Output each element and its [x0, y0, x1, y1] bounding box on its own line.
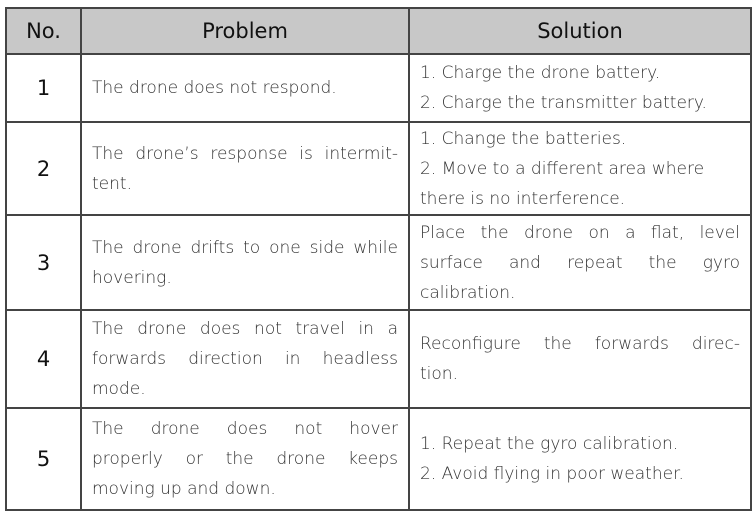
row-number: 3: [6, 215, 81, 310]
solution-cell: [409, 215, 751, 310]
problem-line: properly or the drone keeps: [92, 449, 398, 469]
row-number: 4: [6, 310, 81, 408]
problem-cell: [81, 122, 409, 215]
row-number: 2: [6, 122, 81, 215]
solution-cell: [409, 54, 751, 122]
problem-line: The drone does not respond.: [92, 78, 337, 98]
header-solution: Solution: [409, 8, 751, 54]
solution-cell: [409, 122, 751, 215]
problem-line: forwards direction in headless: [92, 349, 398, 369]
problem-line: hovering.: [92, 267, 172, 288]
problem-line: moving up and down.: [92, 479, 276, 499]
troubleshooting-table: [5, 7, 752, 511]
problem-line: mode.: [92, 379, 146, 399]
row-number: 5: [6, 408, 81, 510]
solution-line: Place the drone on a flat, level: [420, 222, 740, 243]
solution-line: 1. Change the batteries.: [420, 128, 627, 149]
solution-line: tion.: [420, 364, 458, 384]
table-row: [6, 215, 751, 310]
solution-line: 2. Move to a different area where: [420, 158, 705, 179]
header-problem: Problem: [81, 8, 409, 54]
solution-line: 2. Charge the transmitter battery.: [420, 93, 707, 113]
row-number: 1: [6, 54, 81, 122]
solution-line: calibration.: [420, 282, 516, 303]
solution-line: 2. Avoid flying in poor weather.: [420, 464, 684, 484]
solution-line: 1. Charge the drone battery.: [420, 63, 661, 83]
solution-line: there is no interference.: [420, 188, 626, 209]
problem-line: The drone’s response is intermit-: [92, 143, 398, 164]
table-row: [6, 408, 751, 510]
problem-line: The drone does not hover: [92, 419, 398, 439]
header-row: [6, 8, 751, 54]
table-row: [6, 310, 751, 408]
problem-line: The drone does not travel in a: [92, 319, 398, 339]
solution-cell: [409, 408, 751, 510]
solution-line: surface and repeat the gyro: [420, 252, 740, 273]
table-row: [6, 122, 751, 215]
problem-line: tent.: [92, 173, 132, 194]
problem-cell: [81, 310, 409, 408]
problem-cell: [81, 215, 409, 310]
problem-cell: [81, 408, 409, 510]
solution-line: 1. Repeat the gyro calibration.: [420, 434, 679, 454]
solution-line: Reconfigure the forwards direc-: [420, 334, 740, 354]
problem-cell: [81, 54, 409, 122]
problem-line: The drone drifts to one side while: [92, 237, 398, 258]
table-row: [6, 54, 751, 122]
header-no: No.: [6, 8, 81, 54]
solution-cell: [409, 310, 751, 408]
